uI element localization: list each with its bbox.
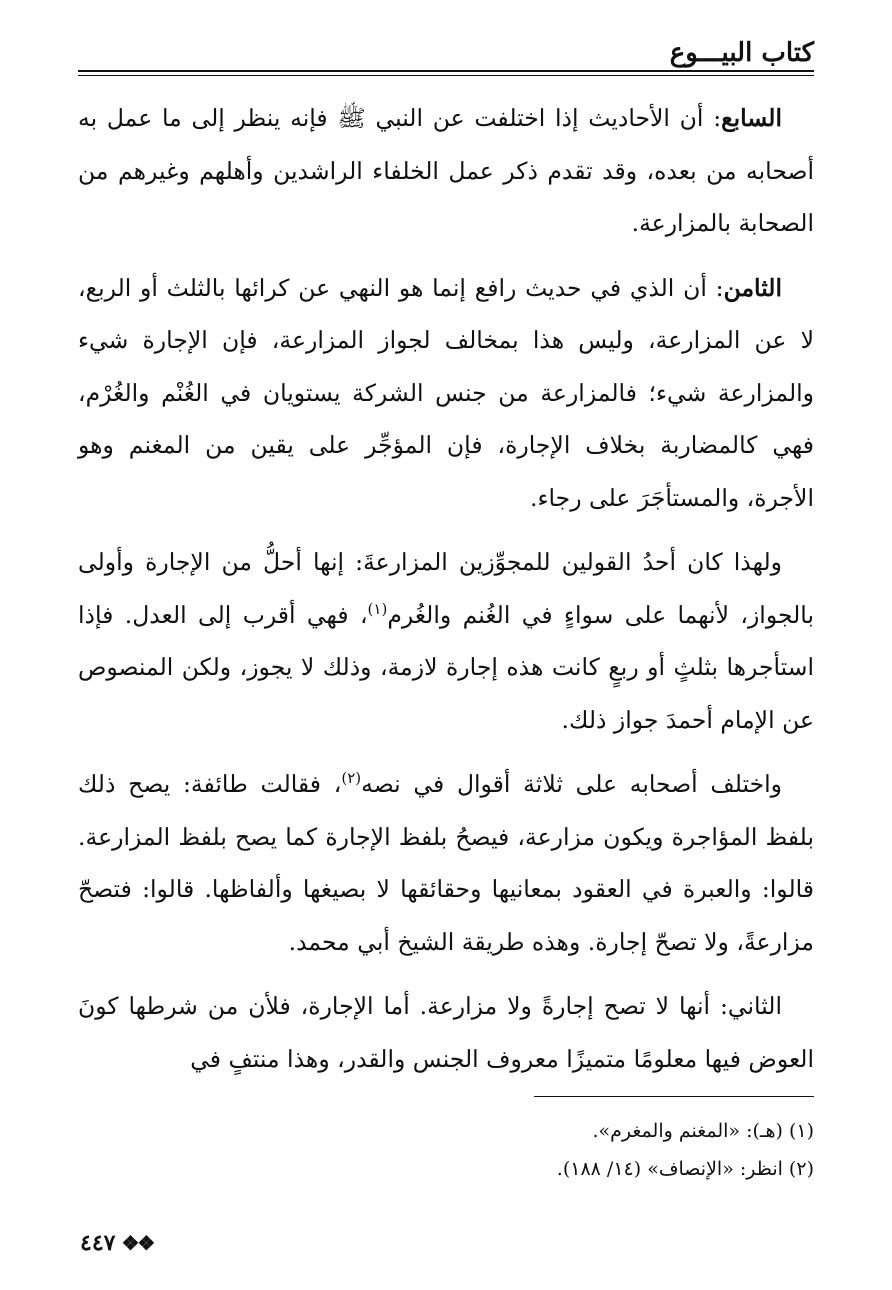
paragraph-text-cont: ، فقالت طائفة: يصح ذلك بلفظ المؤاجرة ويكون مزارعة، فيصحُ بلفظ الإجارة كما يصح بلفظ المزارعة. قالوا: والعبرة في العقود بمعانيها وحقائقها لا بصيغها وألفاظها. قالوا: فتصحّ مزارعةً، ولا تصحّ إجارة. وهذه طريقة الشيخ أبي محمد. (78, 770, 814, 956)
header-rule-thin (78, 75, 814, 76)
footnote-divider (534, 1096, 814, 1097)
footnote-ref-2[interactable]: (٢) (341, 769, 362, 788)
paragraph-two-opinions (78, 536, 814, 746)
paragraph-second-saying (78, 980, 814, 1085)
paragraph-lead: الثامن (723, 273, 782, 302)
paragraph-text: ولهذا كان أحدُ القولين للمجوِّزين المزارعةَ: إنها أحلُّ من الإجارة وأولى بالجواز، لأنهما على سواءٍ في الغُنم والغُرم (78, 548, 814, 629)
paragraph-text: : أن الأحاديث إذا اختلفت عن النبي ﷺ فإنه ينظر إلى ما عمل به أصحابه من بعده، وقد تقدم ذكر عمل الخلفاء الراشدين وأهلهم وغيرهم من الصحابة بالمزارعة. (78, 104, 814, 237)
paragraph-text-cont: ، فهي أقرب إلى العدل. فإذا استأجرها بثلثٍ أو ربعٍ كانت هذه إجارة لازمة، وذلك لا يجوز، ولكن المنصوص عن الإمام أحمدَ جواز ذلك. (78, 600, 814, 734)
running-header: كتاب البيـــوع (669, 38, 814, 68)
paragraph-text: الثاني: أنها لا تصح إجارةً ولا مزارعة. أما الإجارة، فلأن من شرطها كونَ العوض فيها معلومًا متميزًا معروف الجنس والقدر، وهذا منتفٍ في (78, 992, 814, 1073)
paragraph-three-sayings (78, 758, 814, 968)
ornament-icon: ❖❖ (121, 1231, 154, 1255)
page-number: ٤٤٧ (80, 1230, 116, 1256)
footnotes (200, 1112, 814, 1188)
paragraph-text: واختلف أصحابه على ثلاثة أقوال في نصه (361, 770, 783, 798)
paragraph-seventh (78, 92, 814, 250)
footnote-ref-1[interactable]: (١) (367, 599, 388, 618)
paragraph-lead: السابع (721, 104, 782, 132)
paragraph-eighth (78, 262, 814, 525)
footnote-2: (٢) انظر: «الإنصاف» (١٤/ ١٨٨). (556, 1158, 814, 1180)
paragraph-text: : أن الذي في حديث رافع إنما هو النهي عن كرائها بالثلث أو الربع، لا عن المزارعة، وليس هذا بمخالف لجواز المزارعة، فإن الإجارة شيء والمزارعة شيء؛ فالمزارعة من جنس الشركة يستويان في الغُنْم والغُرْم، فهي كالمضاربة بخلاف الإجارة، فإن المؤجِّر على يقين من المغنم وهو الأجرة، والمستأجَرَ على رجاء. (78, 273, 814, 512)
page-number-block (80, 1230, 153, 1256)
footnote-1: (١) (هـ): «المغنم والمغرم». (592, 1120, 814, 1142)
main-text (78, 92, 814, 1097)
header-rule-thick (78, 70, 814, 72)
